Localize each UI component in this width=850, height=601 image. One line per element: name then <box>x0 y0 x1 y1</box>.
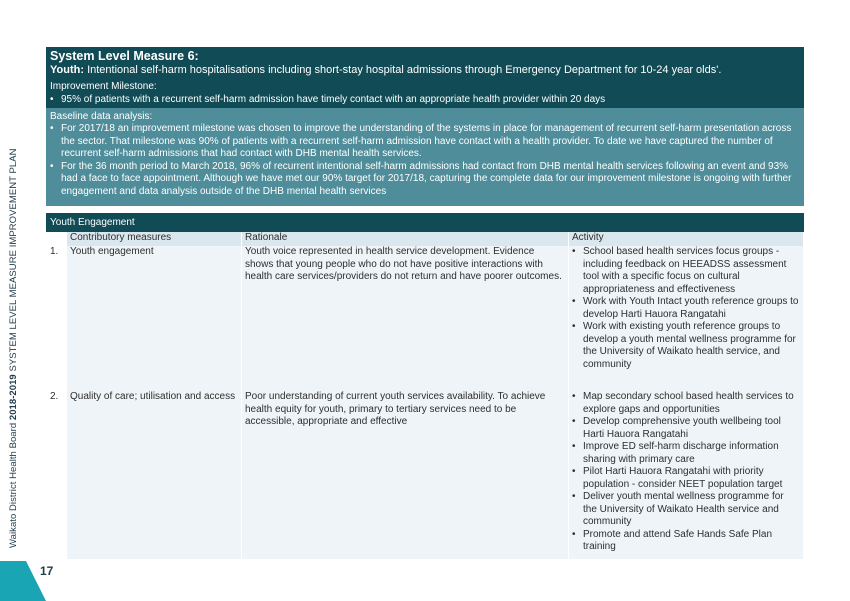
column-header: Activity <box>569 232 804 246</box>
rationale: Youth voice represented in health service development. Evidence shows that young people who do not have positive interactions with health care services/providers do not return and have poorer outcomes. <box>242 246 569 391</box>
bullet-icon: • <box>50 123 54 134</box>
baseline-box <box>46 108 804 206</box>
activity-cell <box>569 391 804 559</box>
bullet-icon: • <box>572 528 576 540</box>
bullet-icon: • <box>572 416 576 427</box>
table-row <box>46 391 804 559</box>
list-item: • School based health services focus groups - including feedback on HEEADSS assessment tool with a specific focus on cultural appropriateness and effectiveness <box>572 246 787 295</box>
measure-box <box>46 47 804 108</box>
list-item: • Work with Youth Intact youth reference groups to develop Harti Hauora Rangatahi <box>572 296 799 320</box>
list-item: • Develop comprehensive youth wellbeing tool Harti Hauora Rangatahi <box>572 416 781 440</box>
bullet-icon: • <box>50 94 54 105</box>
milestone-bullet: • 95% of patients with a recurrent self-harm admission have timely contact with an appropriate health provider within 20 days <box>50 94 606 105</box>
baseline-bullet: • For the 36 month period to March 2018, 96% of recurrent intentional self-harm admissions had contact from DHB mental health services following an event and 93% had a face to face appointment. Although we have met our 90% target for 2017/18, capturing the complete data for our improvement milestone is ongoing with further engagement and data analysis outside of the DHB mental health services <box>50 160 792 197</box>
list-item: • Improve ED self-harm discharge information sharing with primary care <box>572 441 779 465</box>
activity-cell <box>569 246 804 391</box>
rationale: Poor understanding of current youth services availability. To achieve health equity for youth, primary to tertiary services need to be accessible, appropriate and effective <box>242 391 569 559</box>
bullet-icon: • <box>572 441 576 452</box>
bullet-icon: • <box>50 160 54 172</box>
column-header: Rationale <box>242 232 569 246</box>
side-plan: SYSTEM LEVEL MEASURE IMPROVEMENT PLAN <box>8 148 19 372</box>
side-year: 2018-2019 <box>8 374 19 421</box>
youth-text: Intentional self-harm hospitalisations including short-stay hospital admissions through Emergency Department for 10-24 year olds'. <box>87 64 722 76</box>
table-header-row <box>46 232 804 246</box>
row-number: 1. <box>46 246 67 391</box>
youth-engagement-table <box>46 232 804 559</box>
table-row <box>46 246 804 391</box>
bullet-icon: • <box>572 296 576 307</box>
list-item: • Promote and attend Safe Hands Safe Plan training <box>572 528 773 552</box>
bullet-icon: • <box>572 491 576 502</box>
bullet-icon: • <box>572 246 576 257</box>
list-item: • Deliver youth mental wellness programme for the University of Waikato Health service and community <box>572 491 784 527</box>
row-number: 2. <box>46 391 67 559</box>
youth-engagement-header: Youth Engagement <box>46 213 804 232</box>
list-item: • Map secondary school based health services to explore gaps and opportunities <box>572 391 794 415</box>
contributory-measure: Youth engagement <box>67 246 242 391</box>
column-header: Contributory measures <box>67 232 242 246</box>
measure-title: System Level Measure 6: <box>50 49 199 63</box>
baseline-label: Baseline data analysis: <box>50 111 153 122</box>
youth-label: Youth: <box>50 64 85 76</box>
list-item: • Pilot Harti Hauora Rangatahi with priority population - consider NEET population target <box>572 466 783 490</box>
youth-description <box>50 63 800 77</box>
side-running-title <box>8 148 19 548</box>
bullet-icon: • <box>572 466 576 477</box>
baseline-bullet: • For 2017/18 an improvement milestone was chosen to improve the understanding of the systems in place for management of recurrent self-harm presentation across the sector. That milestone was 90% of patients with a recurrent self-harm admission have contact with a health provider. To date we have captured the number of recurrent self-harm admissions that had contact with DHB mental health services. <box>50 123 792 159</box>
milestone-label: Improvement Milestone: <box>50 81 157 92</box>
bullet-icon: • <box>572 391 576 402</box>
contributory-measure: Quality of care; utilisation and access <box>67 391 242 559</box>
list-item: • Work with existing youth reference groups to develop a youth mental wellness programme for the University of Waikato health service, and community <box>572 321 796 370</box>
page-number: 17 <box>40 564 54 578</box>
side-org: Waikato District Health Board <box>8 422 19 548</box>
bullet-icon: • <box>572 321 576 332</box>
